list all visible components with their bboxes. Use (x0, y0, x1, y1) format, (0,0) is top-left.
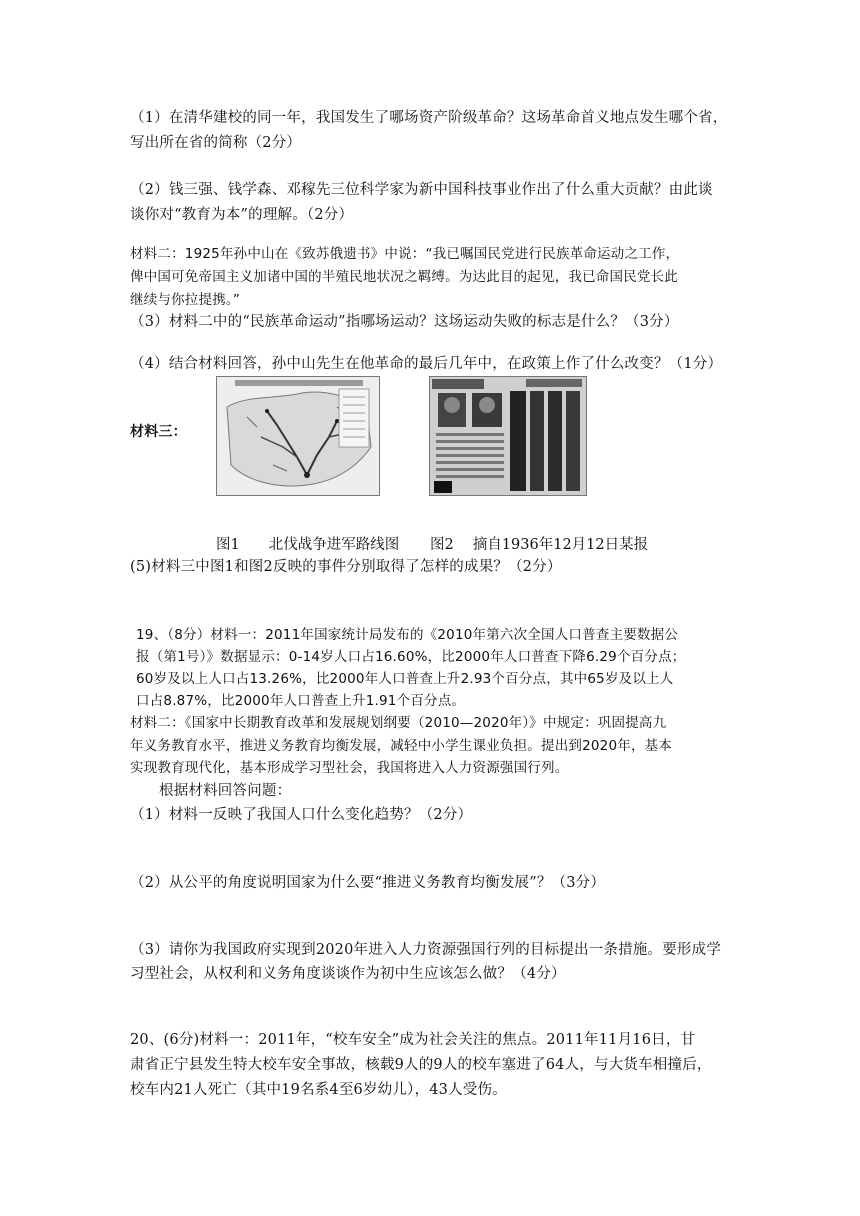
q19-prompt: 根据材料回答问题： (159, 783, 292, 799)
q20-material1-line1: 20、(6分)材料一：2011年，“校车安全”成为社会关注的焦点。2011年11月16日，甘 (130, 1032, 696, 1048)
q18-material2-line3: 继续与你拉提携。” (130, 292, 241, 308)
q18-part1-line2: 写出所在省的简称（2分） (130, 135, 302, 151)
q18-material2-line2: 俾中国可免帝国主义加诸中国的半殖民地状况之羁缚。为达此目的起见，我已命国民党长此 (130, 269, 678, 285)
q19-material1-line1: 19、（8分）材料一：2011年国家统计局发布的《2010年第六次全国人口普查主要数据公 (136, 627, 679, 643)
q18-part1-line1: （1）在清华建校的同一年，我国发生了哪场资产阶级革命？这场革命首义地点发生哪个省， (130, 110, 728, 126)
q19-material2-line3: 实现教育现代化，基本形成学习型社会，我国将进入人力资源强国行列。 (130, 760, 569, 776)
q20-material1-line2: 肃省正宁县发生特大校车安全事故，核载9人的9人的校车塞进了64人，与大货车相撞后， (130, 1057, 712, 1073)
q20-material1-line3: 校车内21人死亡（其中19名系4至6岁幼儿），43人受伤。 (130, 1082, 507, 1098)
q19-part1: （1）材料一反映了我国人口什么变化趋势？（2分） (130, 807, 473, 823)
figure1-caption: 图1 北伐战争进军路线图 (216, 537, 400, 553)
q18-part2-line1: （2）钱三强、钱学森、邓稼先三位科学家为新中国科技事业作出了什么重大贡献？由此谈 (130, 182, 713, 198)
q19-material2-line1: 材料二：《国家中长期教育改革和发展规划纲要（2010—2020年）》中规定：巩固提高九 (130, 715, 667, 731)
northern-expedition-map-icon (216, 376, 380, 496)
q18-part4: （4）结合材料回答，孙中山先生在他革命的最后几年中，在政策上作了什么改变？（1分） (130, 356, 723, 372)
figure2-caption: 图2 摘自1936年12月12日某报 (430, 537, 649, 553)
q18-part5: (5)材料三中图1和图2反映的事件分别取得了怎样的成果？（2分） (130, 559, 562, 575)
q19-material1-line3: 60岁及以上人口占13.26%，比2000年人口普查上升2.93个百分点，其中65岁及以上人 (136, 671, 674, 687)
q19-part2: （2）从公平的角度说明国家为什么要“推进义务教育均衡发展”？（3分） (130, 875, 606, 891)
q19-part3-line1: （3）请你为我国政府实现到2020年进入人力资源强国行列的目标提出一条措施。要形成学 (130, 942, 722, 958)
q19-part3-line2: 习型社会，从权利和义务角度谈谈作为初中生应该怎么做？（4分） (130, 966, 566, 982)
q19-material1-line4: 口占8.87%，比2000年人口普查上升1.91个百分点。 (136, 693, 466, 709)
q18-part3: （3）材料二中的“民族革命运动”指哪场运动？这场运动失败的标志是什么？（3分） (130, 314, 679, 330)
q18-material2-line1: 材料二：1925年孙中山在《致苏俄遗书》中说：“我已嘱国民党进行民族革命运动之工作， (130, 246, 680, 262)
material3-label: 材料三： (130, 424, 187, 440)
q19-material2-line2: 年义务教育水平，推进义务教育均衡发展，减轻中小学生课业负担。提出到2020年，基本 (130, 738, 673, 754)
newspaper-clipping-icon (429, 376, 587, 496)
q19-material1-line2: 报（第1号）》数据显示：0-14岁人口占16.60%，比2000年人口普查下降6.29个百分点； (136, 649, 686, 665)
q18-part2-line2: 谈你对“教育为本”的理解。（2分） (130, 207, 354, 223)
